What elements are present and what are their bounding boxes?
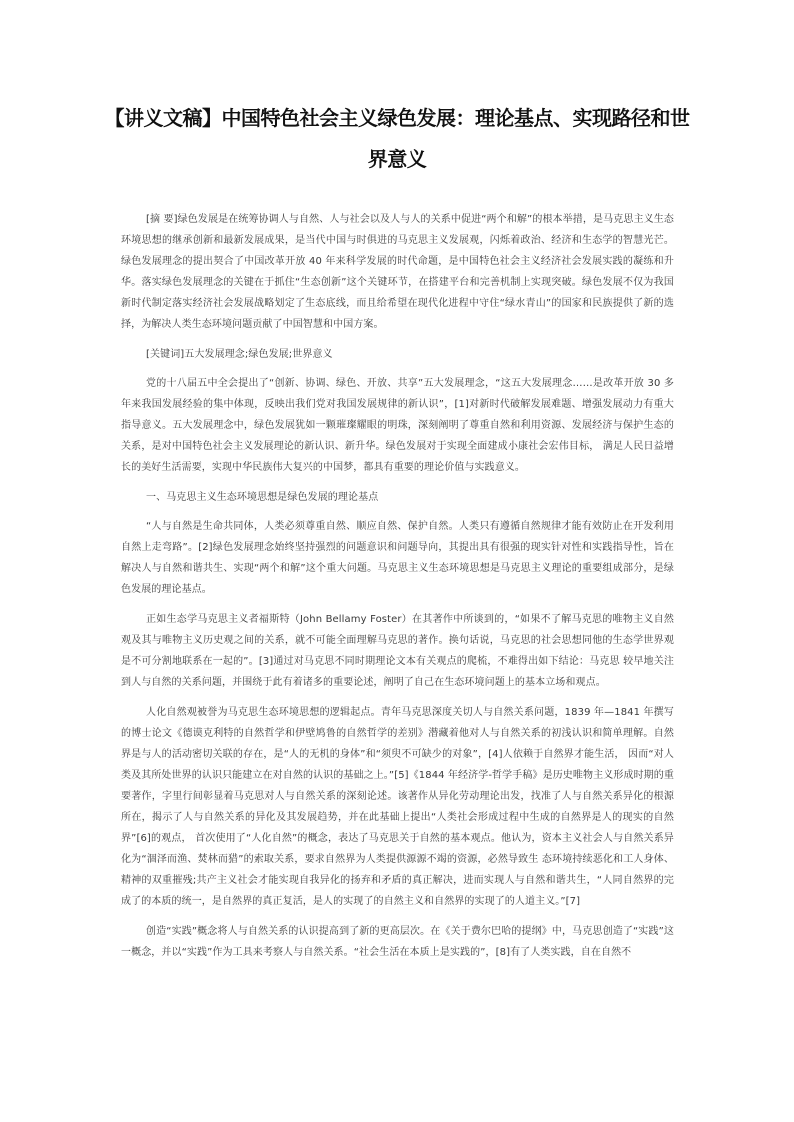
section-heading: 一、马克思主义生态环境思想是绿色发展的理论基点 (146, 492, 379, 503)
body-paragraph: 人化自然观被誉为马克思生态环境思想的逻辑起点。青年马克思深度关切人与自然关系问题，1839 年—1841 年撰写的博士论文《德谟克利特的自然哲学和伊壁鸠鲁的自然哲学的差别》潜藏着他对人与自然关系的初浅认识和简单理解。自然界是与人的活动密切关联的存在，是“人的无机的身体”和“须臾不可缺少的对象”，[4]人依赖于自然界才能生活， 因而“对人类及其所处世界的认识只能建立在对自然的认识的基础之上。”[5]《1844 年经济学-哲学手稿》是历史唯物主义形成时期的重要著作，字里行间彰显着马克思对人与自然关系的深刻论述。该著作从异化劳动理论出发，找准了人与自然关系异化的根源所在，揭示了人与自然关系的异化及其发展趋势，并在此基础上提出“人类社会形成过程中生成的自然界是人的现实的自然界”[6]的观点， 首次使用了“人化自然”的概念，表达了马克思关于自然的基本观点。他认为，资本主义社会人与自然关系异化为“涸泽而渔、焚林而猎”的索取关系，要求自然界为人类提供源源不竭的资源，必然导致生 态环境持续恶化和工人身体、精神的双重摧残;共产主义社会才能实现自我异化的扬弃和矛盾的真正解决，进而实现人与自然和谐共生，“人同自然界的完成了的本质的统一，是自然界的真正复活，是人的实现了的自然主义和自然界的实现了的人道主义。”[7] (121, 707, 674, 907)
keywords-paragraph: [关键词]五大发展理念;绿色发展;世界意义 (146, 349, 333, 360)
body-paragraph: “人与自然是生命共同体，人类必须尊重自然、顺应自然、保护自然。人类只有遵循自然规律才能有效防止在开发利用自然上走弯路”。[2]绿色发展理念始终坚持强烈的问题意识和问题导向，其提出具有很强的现实针对性和实践指导性，旨在解决人与自然和谐共生、实现“两个和解”这个重大问题。马克思主义生态环境思想是马克思主义理论的重要组成部分，是绿色发展的理论基点。 (121, 521, 674, 595)
body-paragraph: 党的十八届五中全会提出了“创新、协调、绿色、开放、共享”五大发展理念，“这五大发展理念……是改革开放 30 多年来我国发展经验的集中体现，反映出我们党对我国发展规律的新认识”，[1]对新时代破解发展难题、增强发展动力有重大指导意义。五大发展理念中，绿色发展犹如一颗璀璨耀眼的明珠，深刻阐明了尊重自然和利用资源、发展经济与保护生态的关系，是对中国特色社会主义发展理论的新认识、新升华。绿色发展对于实现全面建成小康社会宏伟目标， 满足人民日益增长的美好生活需要，实现中华民族伟大复兴的中国梦，都具有重要的理论价值与实践意义。 (121, 378, 674, 473)
body-paragraph: 创造“实践”概念将人与自然关系的认识提高到了新的更高层次。在《关于费尔巴哈的提纲》中，马克思创造了“实践”这一概念，并以“实践”作为工具来考察人与自然关系。“社会生活在本质上是实践的”，[8]有了人类实践，自在自然不 (121, 926, 674, 958)
document-body (121, 209, 674, 972)
abstract-paragraph: [摘 要]绿色发展是在统筹协调人与自然、人与社会以及人与人的关系中促进“两个和解”的根本举措，是马克思主义生态环境思想的继承创新和最新发展成果，是当代中国与时俱进的马克思主义发展观，闪烁着政治、经济和生态学的智慧光芒。绿色发展理念的提出契合了中国改革开放 40 年来科学发展的时代命题，是中国特色社会主义经济社会发展实践的凝练和升华。落实绿色发展理念的关键在于抓住“生态创新”这个关键环节，在搭建平台和完善机制上实现突破。绿色发展不仅为我国新时代制定落实经济社会发展战略划定了生态底线，而且给希望在现代化进程中守住“绿水青山”的国家和民族提供了新的选择，为解决人类生态环境问题贡献了中国智慧和中国方案。 (121, 214, 674, 330)
document-title: 【讲义文稿】中国特色社会主义绿色发展：理论基点、实现路径和世界意义 (104, 106, 690, 171)
body-paragraph: 正如生态学马克思主义者福斯特（John Bellamy Foster）在其著作中所谈到的，“如果不了解马克思的唯物主义自然观及其与唯物主义历史观之间的关系，就不可能全面理解马克思的著作。换句话说，马克思的社会思想同他的生态学世界观是不可分割地联系在一起的”。[3]通过对马克思不同时期理论文本有关观点的爬梳，不难得出如下结论：马克思 较早地关注到人与自然的关系问题，并围绕于此有着诸多的重要论述，阐明了自己在生态环境问题上的基本立场和观点。 (121, 614, 674, 688)
